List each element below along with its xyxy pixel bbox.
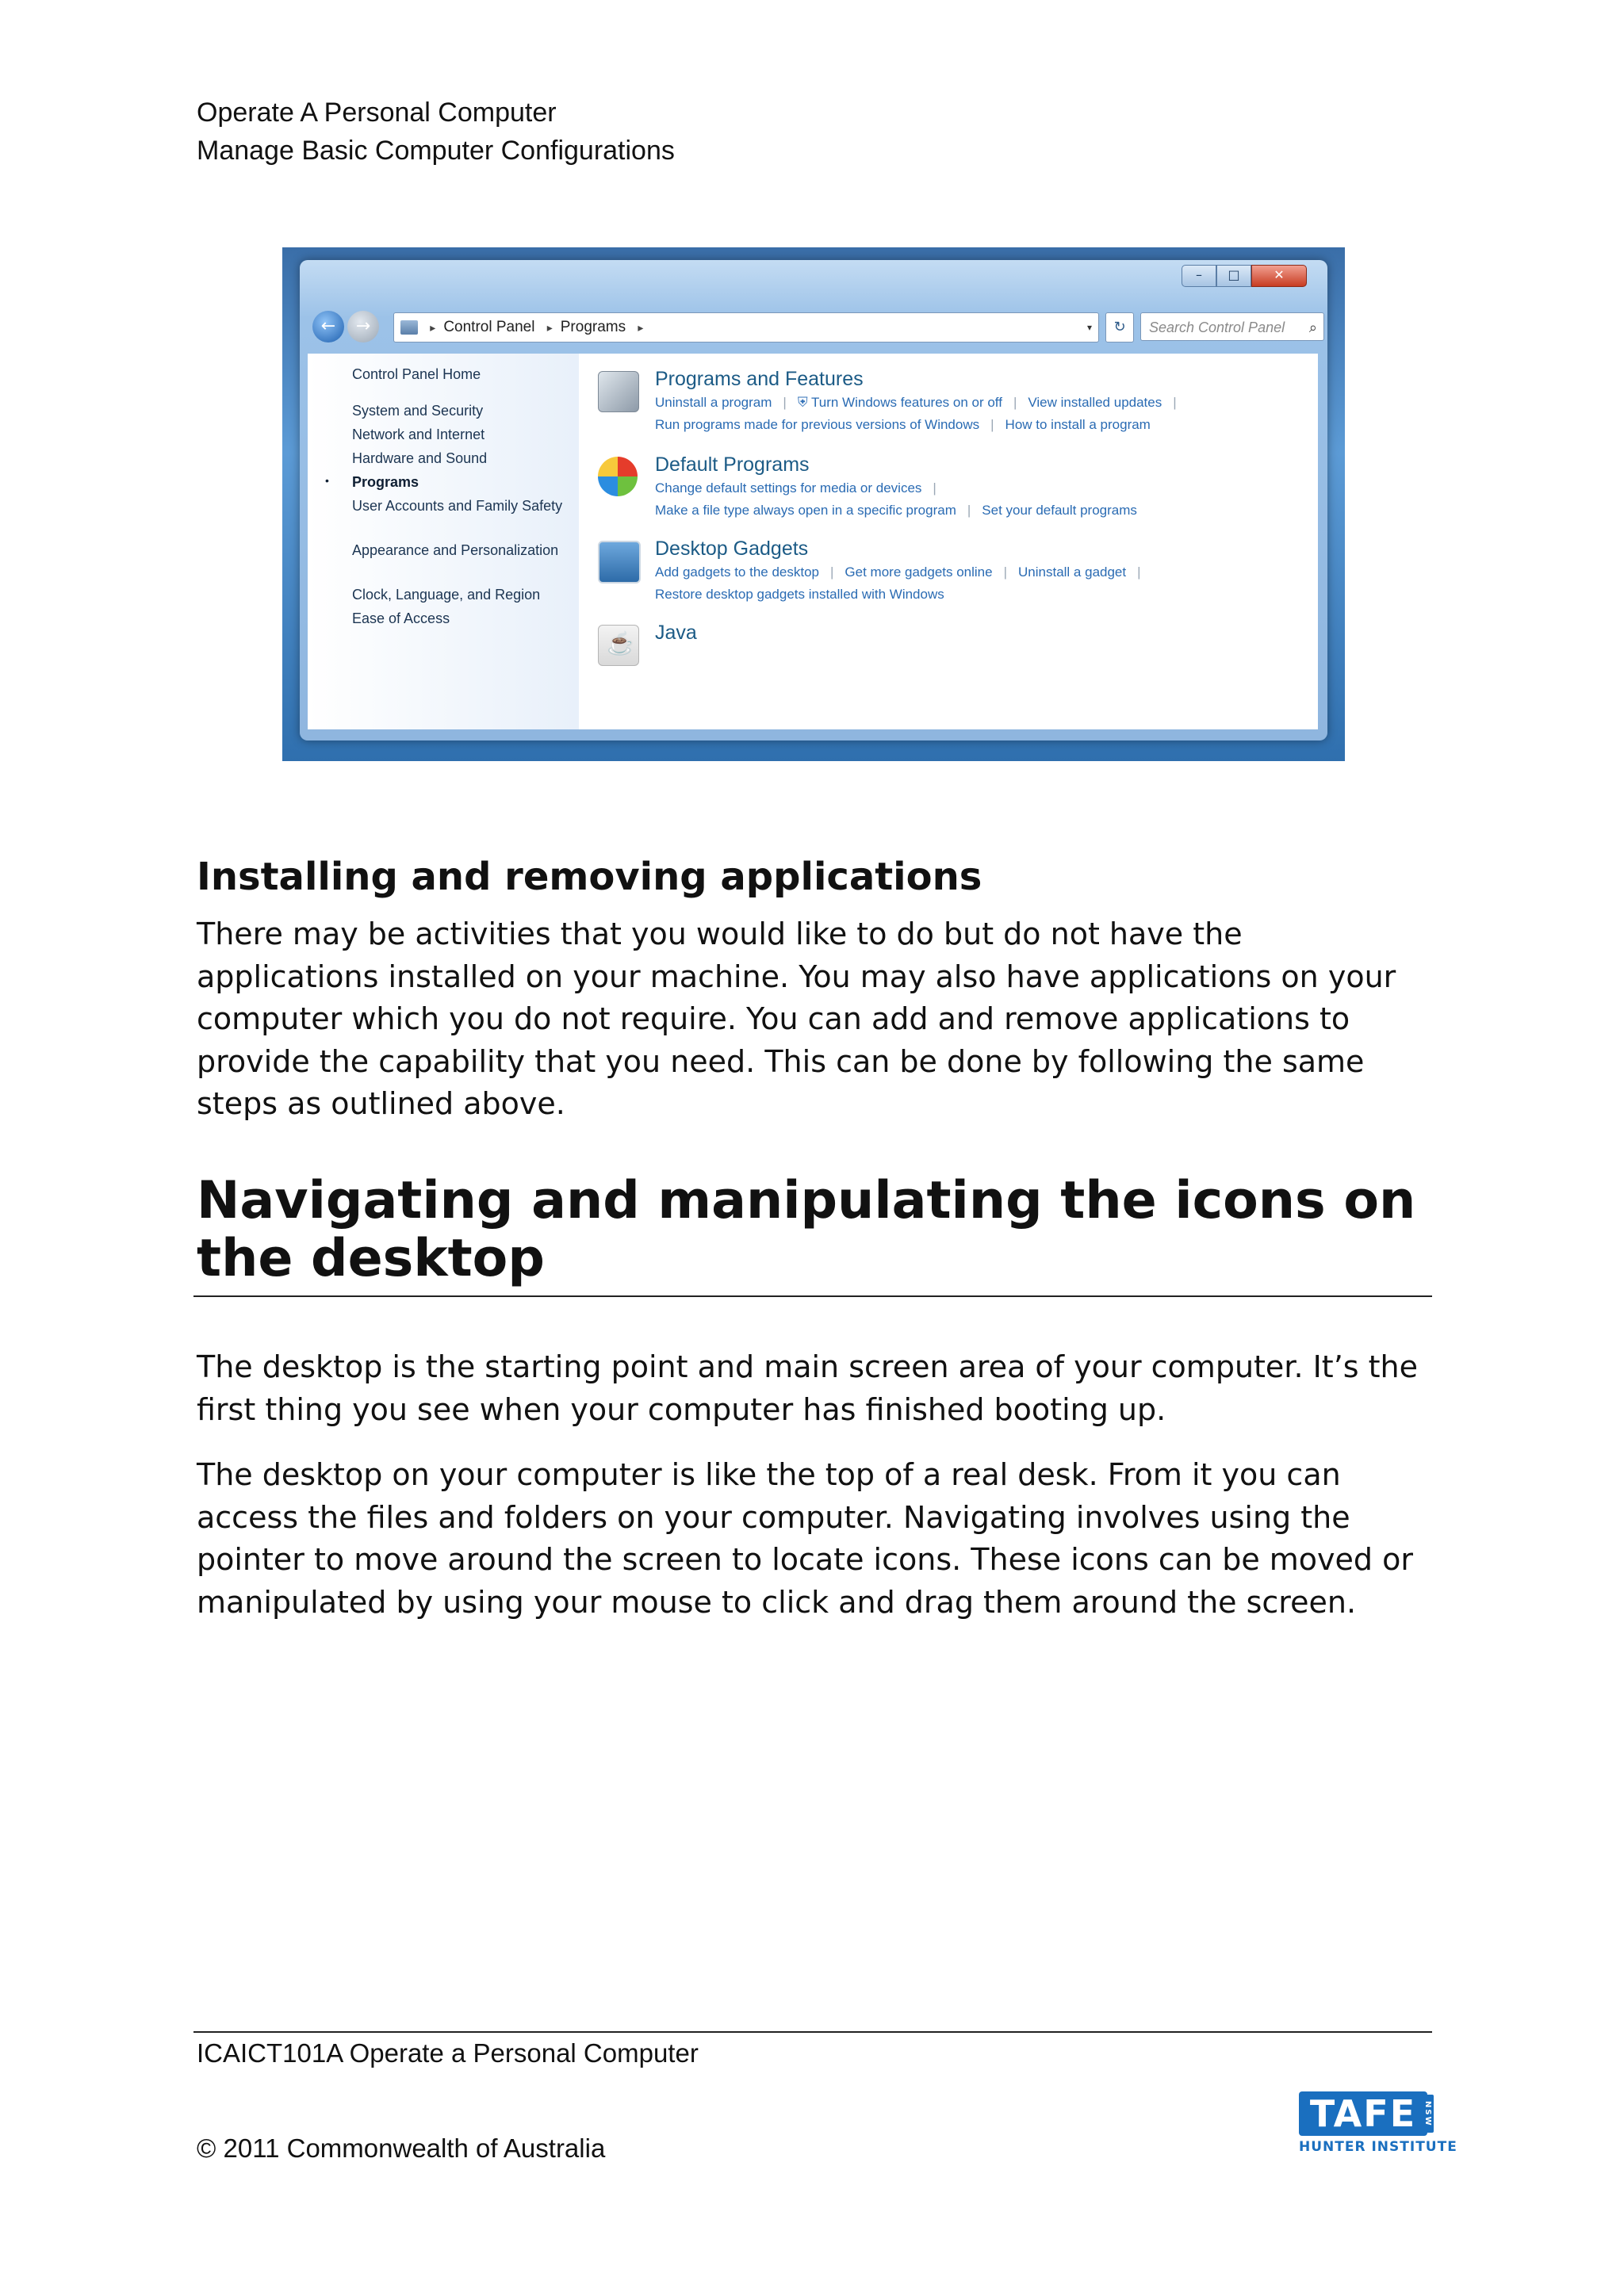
- link: Change default settings for media or devices: [655, 480, 922, 496]
- category-links-row: Uninstall a program | ⛨ Turn Windows features on or off | View installed updates |: [655, 395, 1177, 410]
- address-row: [306, 309, 1320, 346]
- nsw-tab: NSW: [1421, 2095, 1434, 2133]
- paragraph-line: The desktop on your computer is like the top of a real desk. From it you can: [197, 1457, 1341, 1492]
- link: Restore desktop gadgets installed with Windows: [655, 587, 944, 602]
- categories-pane: [598, 354, 1318, 729]
- nav-item-appearance: Appearance and Personalization: [352, 542, 559, 558]
- category-links-row: Make a file type always open in a specific program | Set your default programs: [655, 503, 1137, 518]
- active-bullet-icon: •: [325, 474, 329, 487]
- tafe-logo-text: TAFE: [1309, 2092, 1417, 2135]
- link: Turn Windows features on or off: [811, 395, 1002, 410]
- nav-item-hardware-sound: Hardware and Sound: [352, 450, 488, 466]
- breadcrumb-programs: Programs: [560, 319, 626, 335]
- paragraph-installing: [197, 913, 1434, 1126]
- paragraph-line: steps as outlined above.: [197, 1086, 565, 1121]
- breadcrumb-separator-icon: ▸: [638, 321, 644, 334]
- nav-item-ease-of-access: Ease of Access: [352, 610, 450, 626]
- nav-item-programs: Programs: [352, 474, 419, 490]
- breadcrumb-separator-icon: ▸: [546, 321, 553, 334]
- close-button: ✕: [1251, 265, 1307, 287]
- category-links-row: Change default settings for media or devices |: [655, 480, 936, 496]
- window-content: [308, 354, 1318, 729]
- heading-line: Navigating and manipulating the icons on: [197, 1171, 1416, 1230]
- paragraph-desktop-navigation: [197, 1454, 1434, 1624]
- header-line-1: Operate A Personal Computer: [197, 98, 557, 128]
- nav-item-network-internet: Network and Internet: [352, 427, 485, 442]
- search-icon: ⌕: [1308, 320, 1317, 335]
- nav-item-clock-language: Clock, Language, and Region: [352, 587, 541, 603]
- chevron-down-icon: ▾: [1086, 322, 1092, 333]
- paragraph-line: applications installed on your machine. You may also have applications on your: [197, 959, 1396, 994]
- breadcrumb-separator-icon: ▸: [430, 321, 436, 334]
- paragraph-line: pointer to move around the screen to locate icons. These icons can be moved or: [197, 1542, 1413, 1577]
- running-header: [197, 94, 675, 170]
- control-panel-screenshot: [282, 247, 1345, 761]
- default-programs-icon: [598, 457, 638, 496]
- footer-rule: [193, 2031, 1432, 2033]
- tafe-logo-institute: HUNTER INSTITUTE: [1299, 2139, 1457, 2155]
- maximize-button: □: [1216, 265, 1251, 287]
- paragraph-line: provide the capability that you need. This can be done by following the same: [197, 1043, 1365, 1079]
- link: How to install a program: [1005, 417, 1151, 432]
- category-title: Desktop Gadgets: [655, 538, 809, 560]
- nav-item-control-panel-home: Control Panel Home: [352, 366, 481, 382]
- desktop-gadgets-icon: [598, 541, 641, 584]
- paragraph-desktop-intro: [197, 1346, 1434, 1431]
- section-heading-navigating: [197, 1172, 1415, 1288]
- category-title: Programs and Features: [655, 368, 864, 390]
- header-line-2: Manage Basic Computer Configurations: [197, 136, 675, 166]
- window-caption-buttons: [1182, 265, 1307, 287]
- category-links-row: [655, 587, 944, 603]
- search-placeholder: Search Control Panel: [1149, 320, 1285, 335]
- paragraph-line: first thing you see when your computer has finished booting up.: [197, 1391, 1166, 1427]
- link: Add gadgets to the desktop: [655, 564, 819, 580]
- refresh-icon: ↻: [1105, 312, 1134, 342]
- link: Set your default programs: [982, 503, 1137, 518]
- heading-line: the desktop: [197, 1229, 545, 1288]
- forward-arrow-icon: →: [347, 311, 379, 342]
- category-links-row: Run programs made for previous versions of Windows | How to install a program: [655, 417, 1151, 432]
- paragraph-line: access the files and folders on your computer. Navigating involves using the: [197, 1499, 1350, 1535]
- link: Uninstall a program: [655, 395, 772, 410]
- section-heading-installing: Installing and removing applications: [197, 855, 982, 899]
- breadcrumb-control-panel: Control Panel: [443, 319, 535, 335]
- tafe-logo-mark: [1299, 2091, 1432, 2136]
- link: View installed updates: [1028, 395, 1162, 410]
- link: Uninstall a gadget: [1018, 564, 1127, 580]
- address-bar: [393, 312, 1099, 342]
- java-icon: [598, 625, 639, 666]
- nav-item-system-security: System and Security: [352, 403, 484, 419]
- category-title: Java: [655, 622, 697, 644]
- paragraph-line: computer which you do not require. You can add and remove applications to: [197, 1001, 1350, 1036]
- link: Make a file type always open in a specific program: [655, 503, 956, 518]
- heading-underline: [193, 1295, 1432, 1297]
- programs-features-icon: [598, 371, 639, 412]
- link: Run programs made for previous versions of Windows: [655, 417, 980, 432]
- minimize-button: –: [1182, 265, 1216, 287]
- control-panel-icon: [400, 320, 418, 335]
- footer-copyright: © 2011 Commonwealth of Australia: [197, 2133, 606, 2163]
- control-panel-window: [300, 260, 1327, 740]
- nav-item-user-accounts: User Accounts and Family Safety: [352, 498, 563, 514]
- paragraph-line: The desktop is the starting point and main screen area of your computer. It’s the: [197, 1349, 1419, 1384]
- left-navigation-pane: [308, 354, 579, 729]
- paragraph-line: There may be activities that you would like to do but do not have the: [197, 916, 1243, 951]
- footer-course: ICAICT101A Operate a Personal Computer: [197, 2038, 699, 2068]
- paragraph-line: manipulated by using your mouse to click and drag them around the screen.: [197, 1584, 1357, 1620]
- search-box: [1140, 312, 1324, 341]
- category-title: Default Programs: [655, 453, 810, 476]
- link: Get more gadgets online: [845, 564, 993, 580]
- back-arrow-icon: ←: [312, 311, 344, 342]
- category-links-row: Add gadgets to the desktop | Get more gadgets online | Uninstall a gadget |: [655, 564, 1141, 580]
- shield-icon: ⛨: [797, 395, 808, 410]
- tafe-logo: [1299, 2091, 1457, 2155]
